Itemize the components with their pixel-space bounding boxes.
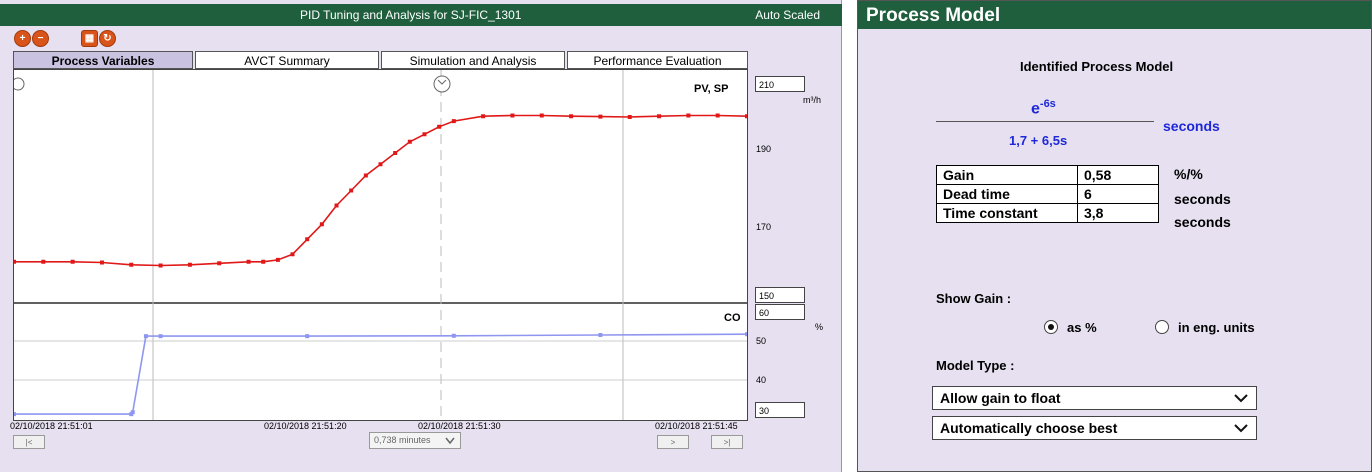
panel-title-bar	[0, 4, 842, 26]
gain-mode-select[interactable]	[932, 386, 1257, 410]
time-constant-unit: seconds	[1174, 214, 1231, 230]
pv-sp-point	[745, 114, 747, 118]
param-value: 6	[1078, 185, 1159, 204]
pv-sp-point	[408, 140, 412, 144]
numerator-exponent: -6s	[1039, 98, 1056, 110]
pv-sp-point	[657, 114, 661, 118]
left-cursor-icon[interactable]	[14, 78, 24, 90]
tab-avct-summary[interactable]: AVCT Summary	[195, 51, 379, 69]
co-point	[598, 333, 602, 337]
table-row	[937, 185, 1159, 204]
table-row	[937, 204, 1159, 223]
pv-sp-point	[217, 261, 221, 265]
pv-sp-label: PV, SP	[694, 83, 729, 95]
pv-sp-point	[41, 260, 45, 264]
upper-axis-min-input[interactable]: 150	[755, 287, 805, 303]
gain-percent-radio[interactable]	[1044, 320, 1058, 334]
upper-tick-190: 190	[756, 144, 772, 154]
gain-eng-units-radio[interactable]	[1155, 320, 1169, 334]
table-row	[937, 166, 1159, 185]
refresh-icon[interactable]: ↻	[99, 30, 116, 47]
x-label-2: 02/10/2018 21:51:20	[264, 421, 347, 431]
chevron-down-icon	[1234, 394, 1248, 403]
model-choice-value: Automatically choose best	[940, 420, 1118, 436]
co-point	[305, 334, 309, 338]
lower-axis-max-input[interactable]: 60	[755, 304, 805, 320]
gain-mode-value: Allow gain to float	[940, 390, 1061, 406]
model-units: seconds	[1163, 118, 1220, 134]
zoom-in-icon[interactable]: +	[14, 30, 31, 47]
param-name: Dead time	[937, 185, 1078, 204]
model-choice-select[interactable]	[932, 416, 1257, 440]
nav-last-button[interactable]: >|	[711, 435, 743, 449]
co-line	[14, 334, 747, 414]
pv-sp-point	[452, 119, 456, 123]
pv-sp-point	[481, 114, 485, 118]
scale-status: Auto Scaled	[755, 8, 820, 22]
trend-plot[interactable]	[13, 69, 748, 421]
process-model-title-bar	[858, 1, 1371, 29]
upper-tick-170: 170	[756, 222, 772, 232]
pv-sp-point	[437, 125, 441, 129]
pv-sp-line	[14, 116, 747, 266]
pv-sp-point	[188, 263, 192, 267]
show-gain-label: Show Gain :	[936, 291, 1012, 306]
dead-time-unit: seconds	[1174, 191, 1231, 207]
pv-sp-point	[305, 237, 309, 241]
pv-sp-point	[159, 264, 163, 268]
co-point	[745, 332, 747, 336]
fraction-bar	[936, 121, 1154, 122]
pv-sp-point	[540, 114, 544, 118]
param-value: 0,58	[1078, 166, 1159, 185]
pv-sp-point	[598, 115, 602, 119]
lower-axis-unit: %	[815, 322, 824, 332]
numerator-base: e	[1031, 100, 1040, 118]
lower-tick-40: 40	[756, 375, 767, 385]
pv-sp-point	[247, 260, 251, 264]
gain-eng-units-label[interactable]: in eng. units	[1178, 320, 1255, 335]
model-type-label: Model Type :	[936, 358, 1015, 373]
x-label-end: 02/10/2018 21:51:45	[655, 421, 738, 431]
pv-sp-point	[261, 260, 265, 264]
pv-sp-point	[349, 189, 353, 193]
co-label: CO	[724, 312, 741, 324]
model-parameters-table	[936, 165, 1159, 223]
tab-process-variables[interactable]: Process Variables	[13, 51, 193, 69]
time-range-select[interactable]	[369, 432, 461, 449]
pv-sp-point	[320, 222, 324, 226]
pv-sp-point	[100, 261, 104, 265]
process-model-title: Process Model	[866, 5, 1001, 26]
lower-axis-min-input[interactable]: 30	[755, 402, 805, 418]
upper-axis-max-input[interactable]: 210	[755, 76, 805, 92]
co-point	[144, 334, 148, 338]
tab-performance-evaluation[interactable]: Performance Evaluation	[567, 51, 748, 69]
pv-sp-point	[510, 114, 514, 118]
co-point	[14, 412, 16, 416]
pv-sp-point	[379, 162, 383, 166]
pv-sp-point	[364, 174, 368, 178]
pv-sp-point	[716, 114, 720, 118]
pv-sp-point	[422, 132, 426, 136]
x-label-start: 02/10/2018 21:51:01	[10, 421, 93, 431]
time-range-value: 0,738 minutes	[374, 435, 431, 445]
tab-simulation-analysis[interactable]: Simulation and Analysis	[381, 51, 565, 69]
param-name: Time constant	[937, 204, 1078, 223]
pv-sp-point	[393, 151, 397, 155]
transfer-numerator	[1031, 98, 1056, 118]
zoom-out-icon[interactable]: −	[32, 30, 49, 47]
pv-sp-point	[335, 204, 339, 208]
lower-tick-50: 50	[756, 336, 767, 346]
process-model-panel	[857, 0, 1372, 472]
upper-axis-unit: m³/h	[803, 95, 821, 105]
pv-sp-point	[129, 263, 133, 267]
panel-title: PID Tuning and Analysis for SJ-FIC_1301	[300, 8, 522, 22]
co-point	[452, 334, 456, 338]
trend-plot-canvas	[14, 70, 747, 420]
pv-sp-point	[686, 114, 690, 118]
pv-sp-point	[14, 260, 16, 264]
chevron-down-icon	[445, 437, 455, 445]
pv-sp-point	[628, 115, 632, 119]
pv-sp-point	[276, 258, 280, 262]
nav-next-button[interactable]: >	[657, 435, 689, 449]
co-point	[159, 334, 163, 338]
pv-sp-point	[71, 260, 75, 264]
transfer-denominator: 1,7 + 6,5s	[1009, 133, 1068, 148]
calculator-icon[interactable]: ▦	[81, 30, 98, 47]
gain-percent-label[interactable]: as %	[1067, 320, 1097, 335]
nav-first-button[interactable]: |<	[13, 435, 45, 449]
param-value: 3,8	[1078, 204, 1159, 223]
x-label-3: 02/10/2018 21:51:30	[418, 421, 501, 431]
co-point	[131, 410, 135, 414]
param-name: Gain	[937, 166, 1078, 185]
chevron-down-icon	[1234, 424, 1248, 433]
pv-sp-point	[291, 252, 295, 256]
pv-sp-point	[569, 114, 573, 118]
gain-unit: %/%	[1174, 166, 1203, 182]
model-heading: Identified Process Model	[1020, 59, 1174, 74]
